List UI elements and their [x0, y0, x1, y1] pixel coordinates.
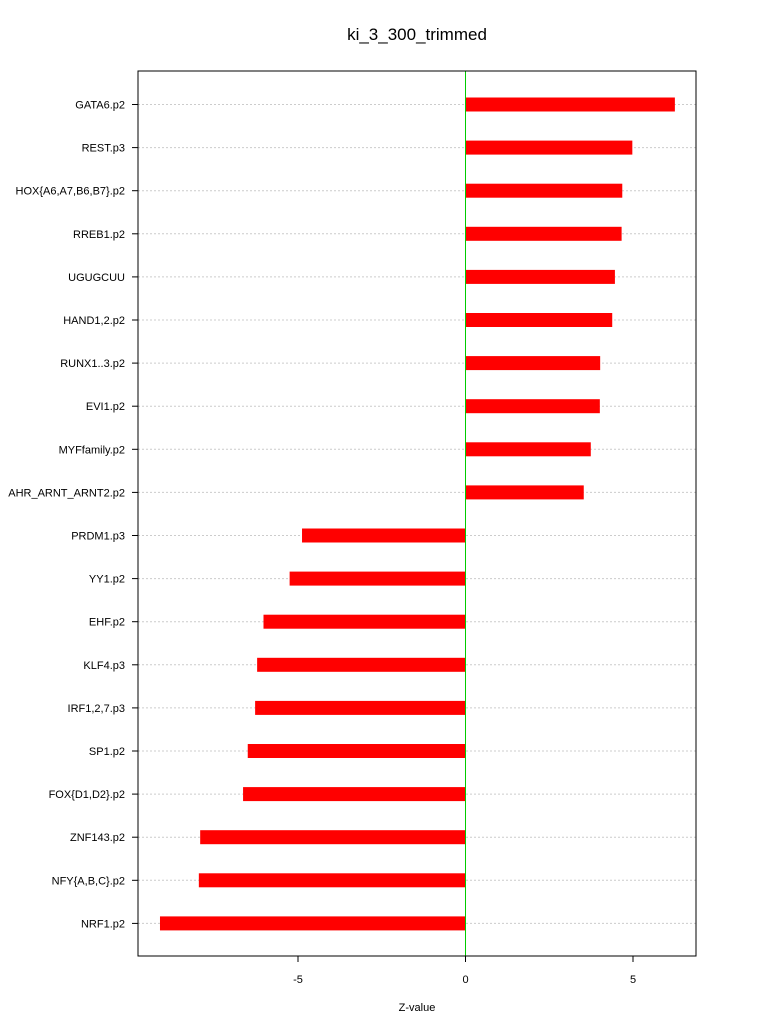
category-label: RREB1.p2	[73, 228, 125, 241]
bar	[466, 442, 591, 456]
category-label: HOX{A6,A7,B6,B7}.p2	[15, 185, 125, 198]
category-labels	[8, 100, 138, 931]
bars	[160, 98, 675, 931]
category-label: KLF4.p3	[83, 659, 125, 672]
bar	[302, 529, 465, 543]
bar	[466, 313, 613, 327]
category-label: REST.p3	[81, 142, 125, 155]
x-axis-label: Z-value	[398, 1002, 436, 1014]
category-label: PRDM1.p3	[71, 530, 125, 543]
x-tick-label: 5	[629, 974, 637, 986]
bar	[248, 744, 466, 758]
chart-title: ki_3_300_trimmed	[347, 25, 487, 44]
bar	[243, 787, 465, 801]
category-label: SP1.p2	[88, 746, 125, 758]
x-tick-label: 0	[462, 974, 469, 986]
bar	[466, 184, 623, 198]
bar	[200, 830, 465, 844]
category-label: NRF1.p2	[80, 918, 125, 931]
category-label: AHR_ARNT_ARNT2.p2	[8, 487, 125, 500]
bar	[466, 356, 601, 370]
category-label: YY1.p2	[88, 573, 125, 586]
x-axis	[293, 956, 636, 986]
bar	[257, 658, 465, 672]
bar	[466, 227, 622, 241]
category-label: UGUGCUU	[68, 271, 125, 284]
bar	[160, 916, 466, 930]
category-label: RUNX1..3.p2	[60, 358, 125, 371]
bar	[466, 141, 633, 155]
bar	[466, 270, 615, 284]
plot-frame	[138, 71, 696, 956]
category-label: EHF.p2	[88, 616, 125, 629]
category-label: GATA6.p2	[75, 99, 125, 112]
category-label: NFY{A,B,C}.p2	[51, 875, 125, 888]
bar	[466, 399, 600, 413]
bar	[263, 615, 465, 629]
category-label: HAND1,2.p2	[63, 315, 125, 327]
x-tick-label: -5	[293, 974, 303, 986]
bar	[466, 98, 675, 112]
bar	[290, 572, 466, 586]
bar	[466, 485, 584, 499]
bar	[255, 701, 465, 715]
category-label: MYFfamily.p2	[58, 444, 125, 457]
category-label: FOX{D1,D2}.p2	[48, 789, 125, 802]
bar	[199, 873, 466, 887]
category-label: IRF1,2,7.p3	[67, 702, 125, 715]
category-label: EVI1.p2	[85, 401, 125, 414]
category-label: ZNF143.p2	[69, 832, 125, 845]
